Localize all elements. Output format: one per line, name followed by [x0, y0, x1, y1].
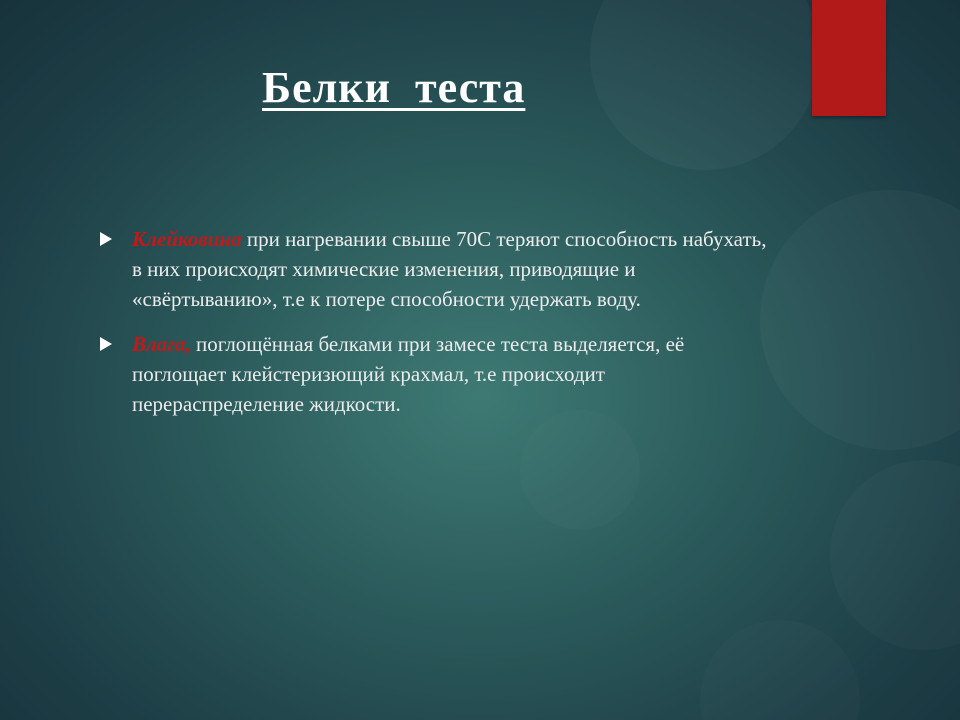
bullet-keyword: Клейковина — [132, 227, 242, 251]
bullet-item-gluten — [100, 224, 780, 314]
triangle-bullet-icon — [100, 232, 112, 246]
bullet-item-moisture — [100, 329, 780, 419]
triangle-bullet-icon — [100, 337, 112, 351]
background-bokeh — [700, 620, 860, 720]
slide-title: Белки теста — [262, 63, 526, 112]
bullet-list — [100, 224, 780, 434]
bullet-text: поглощённая белками при замесе теста выделяется, её поглощает клейстеризющий крахмал, т.е происходит перераспределение жидкости. — [132, 332, 685, 416]
bullet-keyword: Влага, — [132, 332, 191, 356]
bullet-text: при нагревании свыше 70С теряют способность набухать, в них происходят химические изменения, приводящие и «свёртыванию», т.е к потере способности удержать воду. — [132, 227, 767, 311]
background-bokeh — [760, 190, 960, 450]
background-bokeh — [590, 0, 820, 170]
background-bokeh — [830, 460, 960, 650]
accent-bar — [812, 0, 886, 116]
